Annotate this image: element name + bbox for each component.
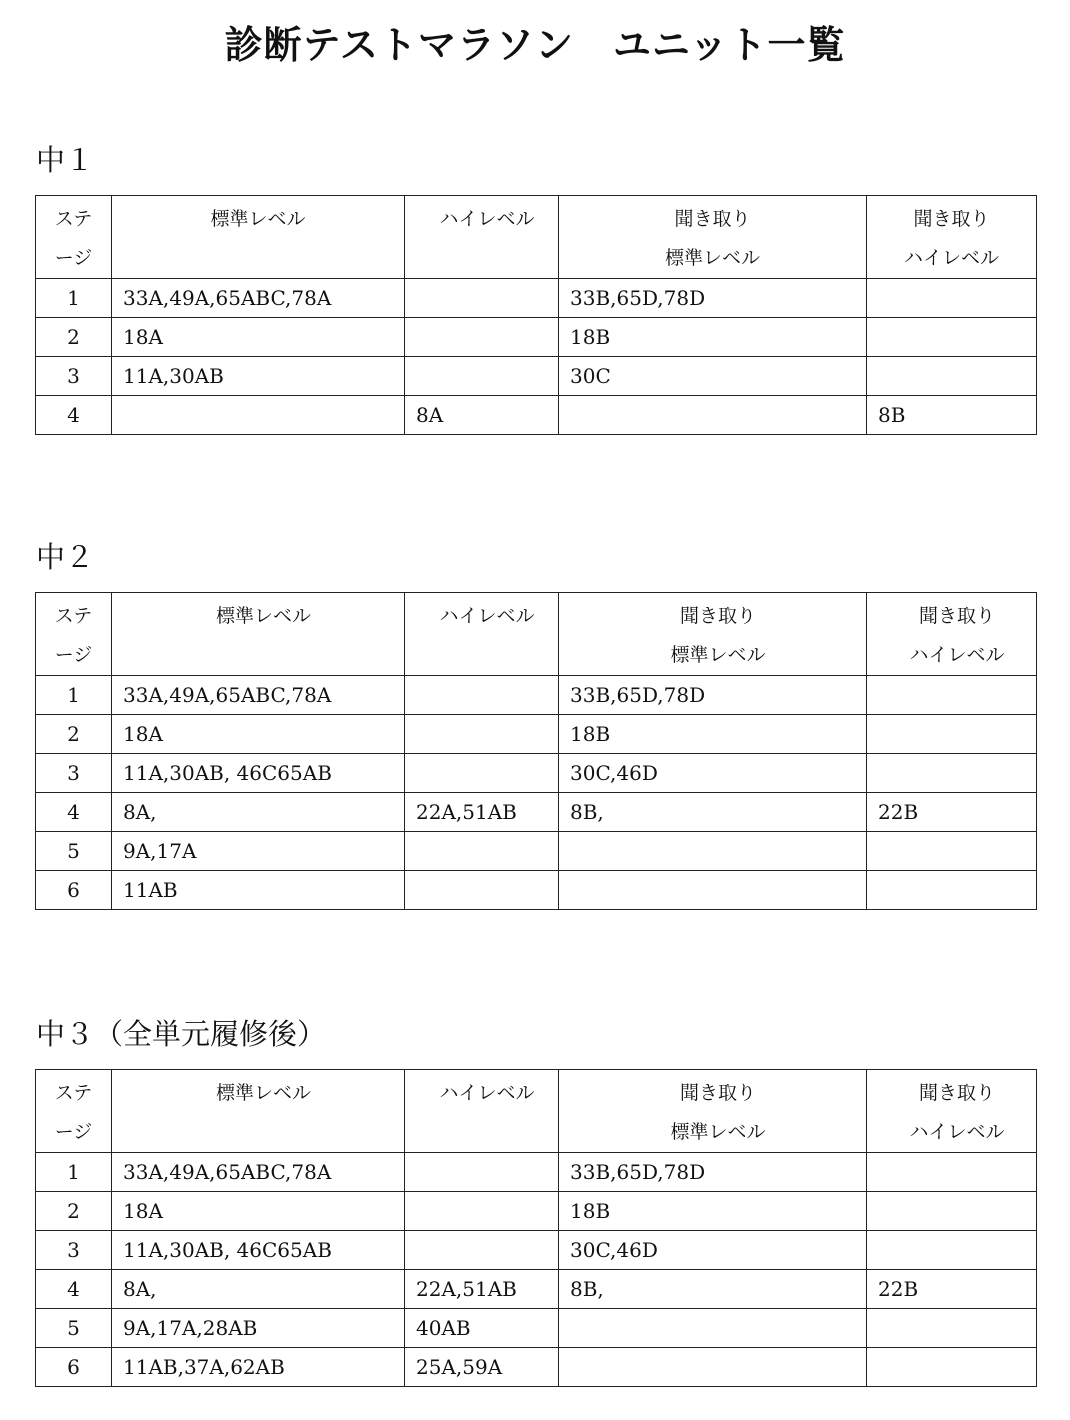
cell-high: 40AB: [405, 1309, 559, 1348]
table-row: [36, 1231, 1037, 1270]
cell-listen-standard: 18B: [559, 318, 867, 357]
cell-listen-high: [867, 1192, 1037, 1231]
header-high: ハイレベル: [405, 1070, 559, 1153]
cell-standard: 11AB: [112, 871, 405, 910]
cell-stage: 3: [36, 357, 112, 396]
table-row: [36, 1192, 1037, 1231]
cell-high: 8A: [405, 396, 559, 435]
cell-standard: 18A: [112, 1192, 405, 1231]
cell-stage: 3: [36, 754, 112, 793]
cell-listen-high: 8B: [867, 396, 1037, 435]
cell-stage: 1: [36, 1153, 112, 1192]
cell-high: [405, 1231, 559, 1270]
cell-standard: 18A: [112, 715, 405, 754]
header-standard: 標準レベル: [112, 593, 405, 676]
header-stage: ステ ージ: [36, 196, 112, 279]
cell-listen-high: [867, 279, 1037, 318]
header-stage: ステ ージ: [36, 1070, 112, 1153]
cell-listen-standard: 33B,65D,78D: [559, 279, 867, 318]
section-heading-grade1: 中１: [36, 143, 95, 177]
cell-listen-standard: 8B,: [559, 793, 867, 832]
cell-listen-high: 22B: [867, 793, 1037, 832]
table-row: [36, 318, 1037, 357]
table-row: [36, 754, 1037, 793]
cell-standard: 11A,30AB: [112, 357, 405, 396]
cell-high: [405, 357, 559, 396]
table-row: [36, 1270, 1037, 1309]
cell-stage: 6: [36, 871, 112, 910]
section-heading-grade2: 中２: [36, 540, 95, 574]
header-listen-high: 聞き取り ハイレベル: [867, 196, 1037, 279]
cell-listen-standard: 8B,: [559, 1270, 867, 1309]
cell-listen-high: [867, 1153, 1037, 1192]
cell-listen-high: [867, 715, 1037, 754]
cell-listen-high: [867, 318, 1037, 357]
cell-high: [405, 676, 559, 715]
cell-high: [405, 715, 559, 754]
cell-listen-standard: 18B: [559, 715, 867, 754]
cell-standard: 33A,49A,65ABC,78A: [112, 1153, 405, 1192]
cell-standard: 8A,: [112, 1270, 405, 1309]
header-high: ハイレベル: [405, 593, 559, 676]
cell-high: [405, 832, 559, 871]
table-row: [36, 1348, 1037, 1387]
table-row: [36, 1309, 1037, 1348]
cell-listen-high: [867, 676, 1037, 715]
cell-standard: [112, 396, 405, 435]
header-listen-high: 聞き取り ハイレベル: [867, 593, 1037, 676]
header-listen-standard: 聞き取り 標準レベル: [559, 196, 867, 279]
cell-stage: 1: [36, 279, 112, 318]
unit-table-grade3: [35, 1069, 1037, 1387]
cell-listen-standard: 33B,65D,78D: [559, 1153, 867, 1192]
cell-listen-standard: 30C,46D: [559, 754, 867, 793]
cell-stage: 6: [36, 1348, 112, 1387]
cell-standard: 11A,30AB, 46C65AB: [112, 754, 405, 793]
table-header-row: [36, 1070, 1037, 1153]
cell-listen-high: [867, 871, 1037, 910]
cell-listen-high: [867, 832, 1037, 871]
cell-stage: 4: [36, 396, 112, 435]
page-title: 診断テストマラソン ユニット一覧: [224, 23, 846, 67]
cell-standard: 9A,17A,28AB: [112, 1309, 405, 1348]
cell-standard: 33A,49A,65ABC,78A: [112, 279, 405, 318]
cell-high: 25A,59A: [405, 1348, 559, 1387]
cell-standard: 11A,30AB, 46C65AB: [112, 1231, 405, 1270]
unit-table-grade1: [35, 195, 1037, 435]
cell-high: 22A,51AB: [405, 1270, 559, 1309]
unit-table-grade2: [35, 592, 1037, 910]
header-stage: ステ ージ: [36, 593, 112, 676]
cell-listen-standard: 30C: [559, 357, 867, 396]
cell-listen-standard: [559, 396, 867, 435]
cell-listen-high: [867, 1309, 1037, 1348]
cell-stage: 3: [36, 1231, 112, 1270]
cell-high: 22A,51AB: [405, 793, 559, 832]
cell-listen-high: [867, 357, 1037, 396]
cell-stage: 1: [36, 676, 112, 715]
cell-high: [405, 279, 559, 318]
cell-standard: 11AB,37A,62AB: [112, 1348, 405, 1387]
header-listen-standard: 聞き取り 標準レベル: [559, 1070, 867, 1153]
table-header-row: [36, 593, 1037, 676]
header-listen-standard: 聞き取り 標準レベル: [559, 593, 867, 676]
table-header-row: [36, 196, 1037, 279]
header-high: ハイレベル: [405, 196, 559, 279]
cell-high: [405, 318, 559, 357]
cell-stage: 5: [36, 1309, 112, 1348]
cell-listen-high: [867, 1231, 1037, 1270]
header-standard: 標準レベル: [112, 1070, 405, 1153]
cell-listen-high: 22B: [867, 1270, 1037, 1309]
cell-listen-standard: 30C,46D: [559, 1231, 867, 1270]
table-row: [36, 357, 1037, 396]
cell-high: [405, 754, 559, 793]
table-row: [36, 676, 1037, 715]
cell-stage: 2: [36, 1192, 112, 1231]
table-row: [36, 793, 1037, 832]
cell-stage: 4: [36, 1270, 112, 1309]
table-row: [36, 832, 1037, 871]
table-row: [36, 871, 1037, 910]
cell-stage: 4: [36, 793, 112, 832]
table-row: [36, 396, 1037, 435]
cell-listen-standard: [559, 1309, 867, 1348]
table-row: [36, 1153, 1037, 1192]
cell-high: [405, 1153, 559, 1192]
cell-standard: 8A,: [112, 793, 405, 832]
cell-standard: 33A,49A,65ABC,78A: [112, 676, 405, 715]
cell-standard: 9A,17A: [112, 832, 405, 871]
table-row: [36, 279, 1037, 318]
cell-standard: 18A: [112, 318, 405, 357]
cell-high: [405, 871, 559, 910]
cell-listen-standard: [559, 832, 867, 871]
header-listen-high: 聞き取り ハイレベル: [867, 1070, 1037, 1153]
cell-listen-standard: 18B: [559, 1192, 867, 1231]
cell-stage: 2: [36, 715, 112, 754]
cell-stage: 2: [36, 318, 112, 357]
header-standard: 標準レベル: [112, 196, 405, 279]
cell-listen-high: [867, 754, 1037, 793]
cell-listen-standard: [559, 1348, 867, 1387]
cell-high: [405, 1192, 559, 1231]
cell-listen-standard: [559, 871, 867, 910]
section-heading-grade3: 中３（全単元履修後）: [36, 1017, 327, 1051]
cell-listen-high: [867, 1348, 1037, 1387]
cell-listen-standard: 33B,65D,78D: [559, 676, 867, 715]
table-row: [36, 715, 1037, 754]
cell-stage: 5: [36, 832, 112, 871]
